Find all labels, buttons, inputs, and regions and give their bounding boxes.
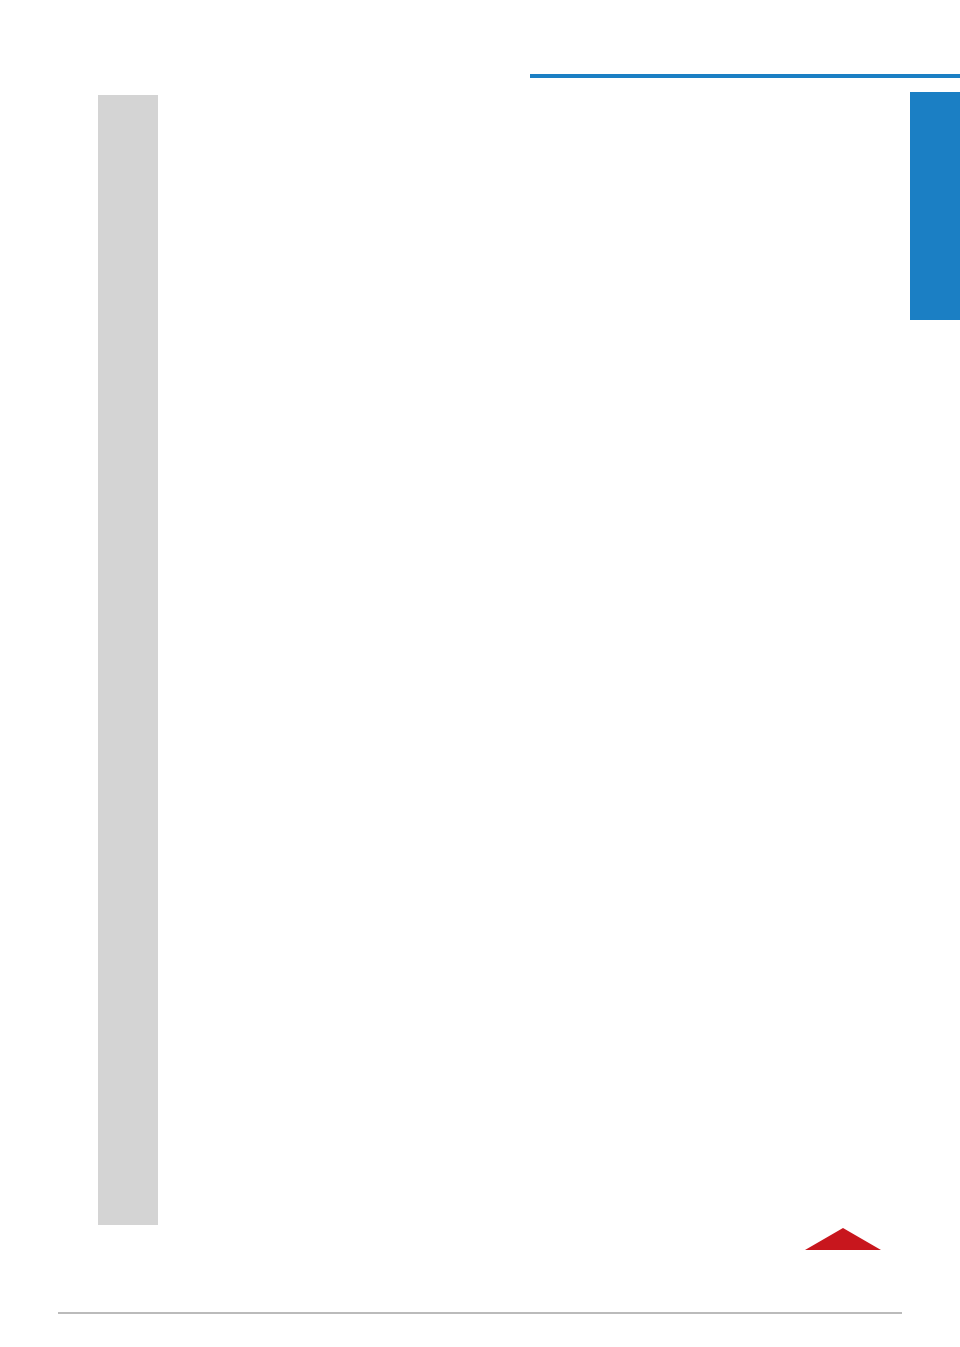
title-rule — [530, 74, 960, 78]
application-table — [98, 95, 898, 1225]
footer-rule — [58, 1312, 902, 1314]
bachl-logo — [805, 1228, 875, 1318]
side-tab — [910, 92, 960, 320]
banner — [60, 95, 98, 1225]
header-row — [98, 95, 158, 1225]
logo-roof-icon — [805, 1228, 881, 1250]
application-table-rotated — [60, 95, 905, 1225]
